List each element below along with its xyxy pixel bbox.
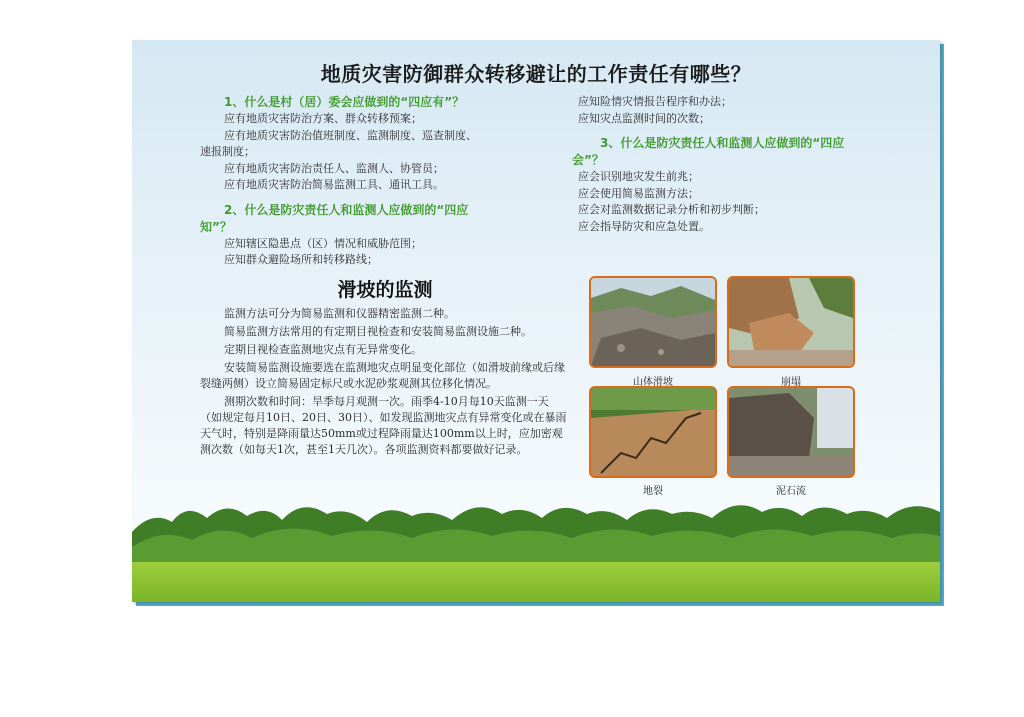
right-top-line: 应知险情灾情报告程序和办法； [578,95,732,108]
q1-line: 应有地质灾害防治方案、群众转移预案； [224,112,422,125]
right-column [572,94,892,235]
q3-line: 应会对监测数据记录分析和初步判断； [578,203,765,216]
q3-line: 应会使用简易监测方法； [578,186,699,200]
photo-caption: 山体滑坡 [633,377,673,388]
q1-heading: 1、什么是村（居）委会应做到的“四应有”？ [224,95,465,109]
q1-line: 应有地质灾害防治简易监测工具、通讯工具。 [224,178,444,191]
q3-heading: 3、什么是防灾责任人和监测人应做到的“四应 [600,136,845,150]
monitoring-title: 滑坡的监测 [337,278,433,301]
debris-flow-photo [727,386,855,478]
monitoring-paragraph: 安装简易监测设施要选在监测地灾点明显变化部位（如滑坡前缘或后缘裂缝两侧）设立简易固定标尺或水泥砂浆观测其位移化情况。 [200,360,565,390]
q2-line: 应知辖区隐患点（区）情况和威胁范围； [224,236,422,250]
monitoring-paragraph: 测期次数和时间：旱季每月观测一次。雨季4-10月每10天监测一天（如规定每月10日、20日、30日）、如发现监测地灾点有异常变化或在暴雨天气时，特别是降雨量达50mm或过程降雨量达100mm以上时，应加密观测次数（如每天1次，甚至1天几次）。各项监测资料都要做好记录。 [200,394,567,456]
monitoring-paragraph: 定期目视检查监测地灾点有无异常变化。 [224,342,422,356]
photo-caption: 崩塌 [781,377,801,388]
q1-line: 应有地质灾害防治责任人、监测人、协管员； [224,161,444,175]
q2-heading: 2、什么是防灾责任人和监测人应做到的“四应 [224,202,469,217]
ground-fissure-photo [589,386,717,478]
landscape-illustration [132,492,940,602]
q3-heading-cont: 会”？ [572,153,604,167]
monitoring-paragraph: 监测方法可分为简易监测和仪器精密监测二种。 [224,306,455,320]
landslide-photo [589,276,717,368]
brochure-page [132,40,940,602]
page-title: 地质灾害防御群众转移避让的工作责任有哪些？ [320,62,752,86]
q3-line: 应会指导防灾和应急处置。 [578,219,710,233]
right-top-line: 应知灾点监测时间的次数； [578,111,710,125]
left-column [200,94,570,460]
q2-line: 应知群众避险场所和转移路线； [224,253,378,266]
q1-line: 速报制度； [200,145,255,158]
rockfall-photo [727,276,855,368]
monitoring-paragraph: 简易监测方法常用的有定期目视检查和安装简易监测设施二种。 [224,324,532,338]
photo-caption: 地裂 [643,486,663,497]
q1-line: 应有地质灾害防治值班制度、监测制度、巡查制度、 [224,128,477,142]
q3-line: 应会识别地灾发生前兆； [578,170,699,183]
q2-heading-cont: 知”？ [200,219,232,234]
photo-caption: 泥石流 [776,486,806,497]
